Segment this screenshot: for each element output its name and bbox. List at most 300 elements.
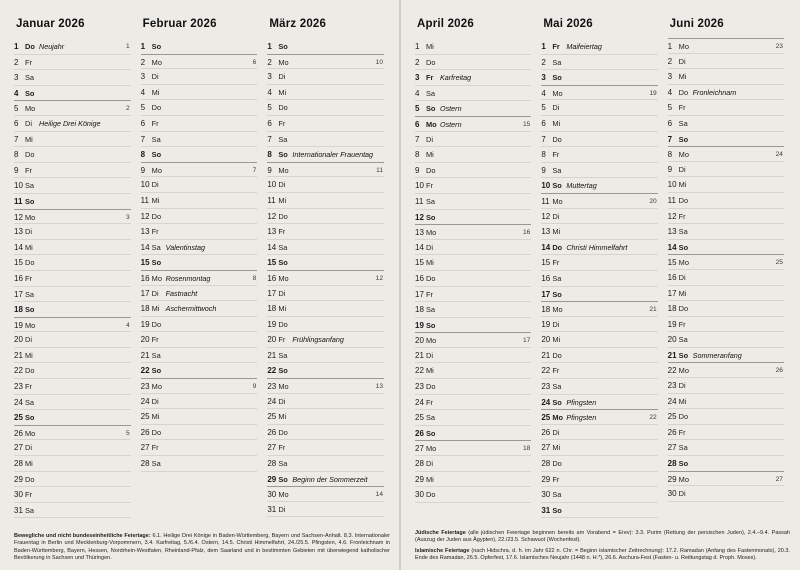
day-row [267,363,384,379]
day-number: 24 [140,396,150,406]
day-row [267,425,384,441]
day-number: 17 [140,288,150,298]
day-weekday: Di [426,134,433,144]
day-number: 15 [667,258,677,268]
day-weekday: So [151,150,162,160]
day-weekday: Mi [552,227,561,237]
day-weekday: Mi [25,459,33,469]
day-row [14,224,131,240]
day-row [267,440,384,456]
day-number: 7 [140,134,146,144]
week-number: 22 [649,414,657,422]
day-row [141,332,258,348]
day-weekday: Sa [25,73,35,83]
day-weekday: Do [552,134,562,144]
footnote-left-text: 6.1. Heilige Drei Könige in Baden-Württemberg, Bayern und Sachsen-Anhalt. 8.3. Internationaler Frauentag in Berlin und Mecklenburg-Vorpommern, 3.4. Karfreitag, 5./6.4. Ostern, 14.5. Christi Himmelfahrt, 24./25.5. Pfingsten, 4.6. Fronleichnam in Baden-Württemberg, Bayern, Hessen, Nordrhein-Westfalen, Rheinland-Pfalz, dem Saarland und in bestimmten Gebieten mit überwiegend katholischer Bevölkerung in Sachsen und Thüringen. [14,533,390,561]
day-number: 17 [267,288,277,298]
day-number: 19 [14,320,23,330]
day-number: 16 [140,273,150,283]
week-number: 23 [775,43,783,50]
day-event-label: Neujahr [39,42,65,51]
day-row [668,301,784,317]
month-column-februar [141,18,264,518]
day-number: 2 [140,57,146,67]
month-columns-right [415,18,790,518]
day-number: 11 [14,196,23,206]
day-row [267,255,384,271]
day-row [267,332,384,348]
day-number: 28 [14,459,23,469]
day-number: 28 [541,459,551,469]
day-list [541,39,657,518]
day-number: 16 [267,273,277,283]
day-row [668,132,784,148]
day-number: 9 [140,165,146,175]
day-weekday: Mi [678,180,687,190]
day-number: 8 [541,150,546,160]
week-number: 21 [649,306,657,314]
day-weekday: Do [678,195,689,205]
day-number: 25 [140,412,150,422]
day-row [668,162,784,178]
day-row [668,332,784,348]
day-weekday: Fr [278,118,286,128]
day-row [668,394,784,410]
day-row [541,363,657,379]
day-event-label: Ostern [440,119,462,129]
day-weekday: Mi [678,396,687,406]
day-number: 27 [14,443,23,453]
day-weekday: Di [552,319,560,329]
day-row [267,85,384,101]
day-weekday: Di [678,56,686,66]
month-column-mai [541,18,663,518]
day-row [141,54,258,70]
day-number: 8 [415,150,420,160]
day-weekday: Mi [278,87,287,97]
day-weekday: Mi [678,288,687,298]
day-weekday: So [552,289,562,299]
day-weekday: Do [426,273,436,283]
day-number: 20 [415,336,424,346]
day-weekday: So [552,181,562,191]
day-number: 6 [267,118,272,128]
day-row [541,317,657,333]
day-weekday: Fr [151,227,159,237]
day-row [415,302,531,318]
week-number: 25 [775,259,783,267]
day-number: 23 [541,382,551,392]
day-weekday: Do [426,165,436,175]
day-row [14,395,131,411]
week-number: 13 [375,383,384,391]
day-row [141,100,258,116]
day-weekday: Mi [426,366,434,376]
day-number: 23 [140,382,150,392]
day-event-label: Maifeiertag [566,42,602,51]
day-weekday: Mi [151,195,160,205]
day-event-label: Fronleichnam [692,87,737,97]
day-row [14,363,131,379]
day-row [14,271,131,287]
day-weekday: Mo [552,88,563,98]
day-weekday: Mi [552,118,561,128]
day-number: 22 [415,366,424,376]
day-number: 3 [267,72,272,82]
day-weekday: Do [278,211,288,221]
day-number: 9 [14,165,19,175]
day-row [14,379,131,395]
day-number: 26 [667,427,677,437]
day-row [415,163,531,179]
day-row [141,224,258,240]
day-row [14,317,131,333]
day-row [668,85,784,101]
day-weekday: Fr [25,273,32,283]
day-weekday: Do [278,103,288,113]
day-row [668,209,784,225]
day-weekday: Do [426,382,436,392]
day-weekday: Fr [25,382,32,392]
day-weekday: Fr [278,443,286,453]
day-weekday: Sa [278,242,288,252]
day-number: 9 [267,165,272,175]
day-number: 15 [267,258,277,268]
day-row [267,317,384,333]
day-row [14,332,131,348]
day-number: 8 [267,150,272,160]
month-columns-left [14,18,390,518]
day-row [541,70,657,86]
day-weekday: Di [151,396,159,406]
day-row [668,317,784,333]
day-number: 5 [541,103,546,113]
day-row [267,224,384,240]
day-number: 19 [267,319,277,329]
day-number: 3 [667,72,673,82]
day-row [415,410,531,426]
day-row [668,193,784,209]
day-weekday: Mi [678,72,687,82]
day-number: 31 [267,504,277,514]
week-number: 8 [252,274,257,282]
day-weekday: So [25,413,35,423]
day-row [668,100,784,116]
day-row [415,363,531,379]
day-row [415,472,531,488]
day-weekday: Sa [25,289,35,299]
footnote-left-heading: Bewegliche und nicht bundeseinheitliche Feiertage: [14,533,151,539]
day-number: 25 [667,412,677,422]
day-weekday: So [25,88,35,98]
day-weekday: Do [678,87,689,97]
day-weekday: Mi [552,335,561,345]
day-row [14,147,131,163]
day-weekday: Mi [278,304,287,314]
day-event-label: Pfingsten [566,413,597,423]
day-number: 14 [541,242,551,252]
day-weekday: Fr [25,490,32,500]
day-row [668,69,784,85]
day-weekday: Fr [278,227,286,237]
day-row [267,348,384,364]
day-number: 10 [541,181,551,191]
day-row [141,193,258,209]
day-number: 9 [415,165,420,175]
day-number: 24 [667,396,677,406]
day-row [267,162,384,178]
footnote-right-heading-islamisch: Islamische Feiertage [415,547,470,554]
day-event-label: Rosenmontag [165,273,211,283]
day-row [141,39,258,55]
day-number: 4 [14,88,19,98]
footnote-left [14,533,390,562]
day-number: 27 [667,443,677,453]
day-weekday: Di [25,118,32,128]
day-weekday: Sa [426,413,436,423]
day-row [141,440,258,456]
day-row [541,301,657,317]
day-number: 3 [415,73,420,83]
day-number: 28 [667,459,677,469]
day-weekday: Sa [552,382,562,392]
day-number: 24 [541,397,551,407]
day-weekday: Di [678,164,686,174]
day-weekday: So [278,258,288,268]
day-row [668,116,784,132]
month-column-januar [14,18,137,518]
day-number: 13 [267,227,277,237]
day-row [541,472,657,488]
day-row [541,456,657,472]
day-number: 4 [415,88,420,98]
day-number: 7 [14,134,19,144]
day-weekday: Fr [552,258,560,268]
day-row [14,425,131,441]
day-number: 1 [14,42,19,51]
day-number: 5 [415,104,420,114]
day-number: 20 [667,335,677,345]
day-number: 1 [267,42,272,51]
day-number: 19 [415,320,424,330]
week-number: 19 [649,89,657,97]
day-row [267,502,384,518]
day-number: 8 [14,150,19,160]
day-row [541,287,657,303]
day-number: 26 [541,427,551,437]
day-weekday: Di [278,396,286,406]
day-number: 28 [140,459,150,469]
day-number: 1 [667,42,673,51]
day-row [668,440,784,456]
day-number: 16 [667,272,677,282]
day-number: 6 [14,118,19,128]
day-number: 29 [415,474,424,484]
week-number: 2 [126,105,130,113]
day-number: 25 [14,413,23,423]
week-number: 1 [126,43,130,50]
day-weekday: Sa [552,165,562,175]
day-row [141,425,258,441]
day-weekday: Mo [678,150,689,160]
day-row [14,39,131,55]
day-weekday: Di [426,242,433,252]
day-row [668,362,784,378]
day-weekday: So [552,397,562,407]
day-weekday: Do [151,103,162,113]
day-number: 11 [667,195,676,205]
day-number: 14 [415,242,424,252]
day-number: 1 [415,42,420,51]
day-number: 11 [415,196,424,206]
day-number: 14 [14,242,23,252]
day-number: 4 [667,87,673,97]
day-weekday: So [278,366,288,376]
day-weekday: Di [278,180,286,190]
day-row [415,55,531,71]
day-number: 12 [14,212,23,222]
day-number: 2 [667,56,673,66]
day-row [267,193,384,209]
month-title: Juni 2026 [669,18,724,30]
day-weekday: Do [25,150,35,160]
day-row [141,348,258,364]
day-weekday: Mi [552,443,561,453]
day-row [415,224,531,240]
day-weekday: Sa [151,134,161,144]
day-row [415,210,531,226]
day-weekday: Mo [151,273,162,283]
day-number: 29 [14,474,23,484]
week-number: 9 [252,383,257,391]
day-weekday: Mi [151,87,160,97]
footnote-right-text-juedisch: (alle jüdischen Feiertage beginnen bereits am Vorabend = Erev): 3.3. Purim (Rettung der persischen Juden), 2.4.–9.4. Passah (Auszug der Juden aus Ägypten), 22./23.5. Schawuot (Wochenfest). [415,530,790,544]
day-list [267,39,384,517]
day-row [415,70,531,86]
day-row [141,116,258,132]
day-row [14,503,131,519]
day-row [415,255,531,271]
day-number: 29 [667,474,677,484]
day-event-label: Aschermittwoch [165,304,217,314]
day-weekday: Mo [25,212,36,222]
day-weekday: Do [278,319,288,329]
day-row [668,378,784,394]
day-event-label: Karfreitag [440,73,472,83]
day-number: 12 [140,211,150,221]
day-event-label: Beginn der Sommerzeit [292,474,368,484]
day-weekday: Sa [151,459,161,469]
day-row [415,132,531,148]
day-weekday: Di [678,381,686,391]
day-number: 22 [541,366,551,376]
day-row [541,409,657,425]
month-column-april [415,18,537,518]
day-weekday: Mo [552,305,563,315]
day-list [668,38,784,502]
day-number: 10 [267,180,277,190]
day-weekday: Do [552,242,563,252]
day-number: 26 [415,428,424,438]
day-weekday: Sa [678,227,688,237]
day-number: 16 [415,273,424,283]
day-row [14,178,131,194]
month-column-maerz [267,18,390,518]
day-weekday: So [278,474,288,484]
day-row [541,147,657,163]
day-row [141,409,258,425]
day-row [415,487,531,503]
day-list [415,39,531,503]
day-number: 29 [541,474,551,484]
day-weekday: Mo [552,413,563,423]
day-number: 5 [14,104,19,114]
day-number: 18 [667,304,677,314]
day-weekday: Mo [151,165,162,175]
day-number: 23 [415,382,424,392]
footnote-right-heading-juedisch: Jüdische Feiertage [415,530,466,536]
day-row [141,147,258,163]
day-weekday: Sa [426,88,436,98]
day-event-label: Ostern [440,104,462,114]
day-number: 31 [541,505,551,515]
day-weekday: Sa [278,134,288,144]
day-row [14,472,131,488]
day-row [267,132,384,148]
month-title: Februar 2026 [142,18,217,30]
day-row [541,55,657,71]
day-row [668,270,784,286]
day-number: 4 [267,87,272,97]
day-row [141,378,258,394]
day-number: 26 [140,427,150,437]
day-weekday: So [678,350,689,360]
day-weekday: Fr [426,73,434,83]
day-weekday: So [25,305,35,315]
week-number: 18 [522,445,531,453]
day-number: 15 [14,258,23,268]
day-number: 30 [267,490,277,500]
day-row [267,116,384,132]
day-row [541,487,657,503]
day-row [141,162,258,178]
day-number: 17 [14,289,23,299]
day-number: 2 [267,57,272,67]
day-weekday: Do [25,42,35,51]
day-weekday: So [151,366,162,376]
day-weekday: Mo [278,273,289,283]
day-number: 30 [14,490,23,500]
day-number: 11 [140,195,149,205]
day-number: 21 [667,350,677,360]
day-row [14,100,131,116]
day-weekday: Di [426,459,433,469]
day-number: 18 [14,305,23,315]
day-row [267,270,384,286]
day-number: 25 [415,413,424,423]
day-weekday: Sa [552,490,562,500]
month-title: April 2026 [417,18,474,30]
day-number: 19 [667,319,677,329]
week-number: 3 [126,213,130,221]
day-row [14,55,131,71]
day-number: 3 [140,72,146,82]
day-weekday: Sa [151,350,161,360]
day-row [141,363,258,379]
day-number: 8 [140,150,146,160]
day-row [141,270,258,286]
day-weekday: Fr [25,165,32,175]
